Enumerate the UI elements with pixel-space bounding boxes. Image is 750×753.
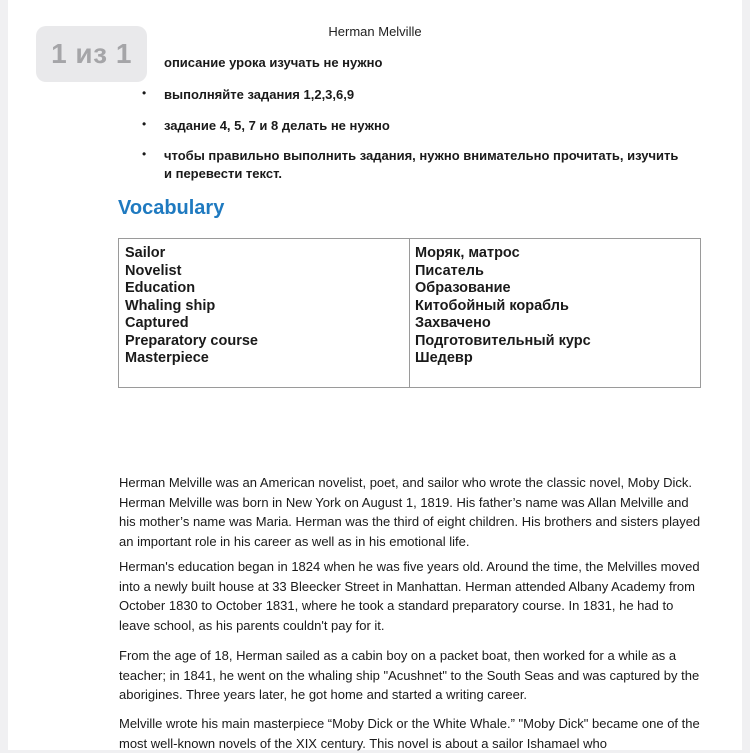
vocab-translation: Подготовительный курс (415, 332, 591, 349)
vocab-translation: Китобойный корабль (415, 297, 569, 314)
vocab-term: Captured (125, 315, 189, 331)
vocab-term: Masterpiece (125, 350, 209, 366)
vocab-term: Education (125, 280, 196, 296)
bullet-icon: • (142, 86, 147, 100)
vocab-translation: Писатель (415, 262, 484, 279)
vocab-translation: Моряк, матрос (415, 245, 520, 261)
instruction-item: описание урока изучать не нужно (164, 55, 383, 70)
vocab-translation: Образование (415, 280, 511, 296)
vocab-term: Whaling ship (125, 297, 216, 314)
page-indicator-badge: 1 из 1 (36, 26, 147, 82)
vocab-term: Preparatory course (125, 332, 258, 349)
vocab-term: Sailor (125, 245, 166, 261)
vocabulary-english-column (125, 245, 258, 368)
vocab-term: Novelist (125, 262, 182, 279)
vocab-translation: Шедевр (415, 350, 473, 366)
vocabulary-table (118, 238, 701, 388)
table-divider (409, 239, 410, 387)
bullet-icon: • (142, 117, 147, 131)
instruction-item: выполняйте задания 1,2,3,6,9 (164, 87, 355, 102)
vocabulary-russian-column (415, 245, 591, 368)
body-paragraph: Melville wrote his main masterpiece “Moby Dick or the White Whale.” "Moby Dick" became one of the most well-known novels of the XIX century. This novel is about a sailor Ishamael who (119, 716, 700, 751)
document-page (8, 0, 742, 750)
vocab-translation: Захвачено (415, 315, 491, 331)
instruction-item: чтобы правильно выполнить задания, нужно внимательно прочитать, изучить и перевести текст. (164, 148, 679, 181)
page-header-title: Herman Melville (328, 24, 422, 39)
body-paragraph: Herman Melville was an American novelist, poet, and sailor who wrote the classic novel, Moby Dick. Herman Melville was born in New York on August 1, 1819. His father’s name was Allan Melville and his mother’s name was Maria. Herman was the third of eight children. His brothers and sisters played an important role in his career as well as in his emotional life. (119, 475, 701, 549)
body-paragraph: From the age of 18, Herman sailed as a cabin boy on a packet boat, then worked for a while as a teacher; in 1841, he went on the whaling ship "Acushnet" to the South Seas and was captured by the aborigines. Three years later, he got home and started a writing career. (119, 648, 700, 702)
instruction-item: задание 4, 5, 7 и 8 делать не нужно (164, 118, 390, 133)
body-paragraph: Herman's education began in 1824 when he was five years old. Around the time, the Melvilles moved into a newly built house at 33 Bleecker Street in Manhattan. Herman attended Albany Academy from October 1830 to October 1831, where he took a standard preparatory course. In 1831, he had to leave school, as his parents couldn't pay for it. (119, 559, 700, 633)
bullet-icon: • (142, 147, 147, 161)
vocabulary-heading: Vocabulary (118, 197, 225, 219)
